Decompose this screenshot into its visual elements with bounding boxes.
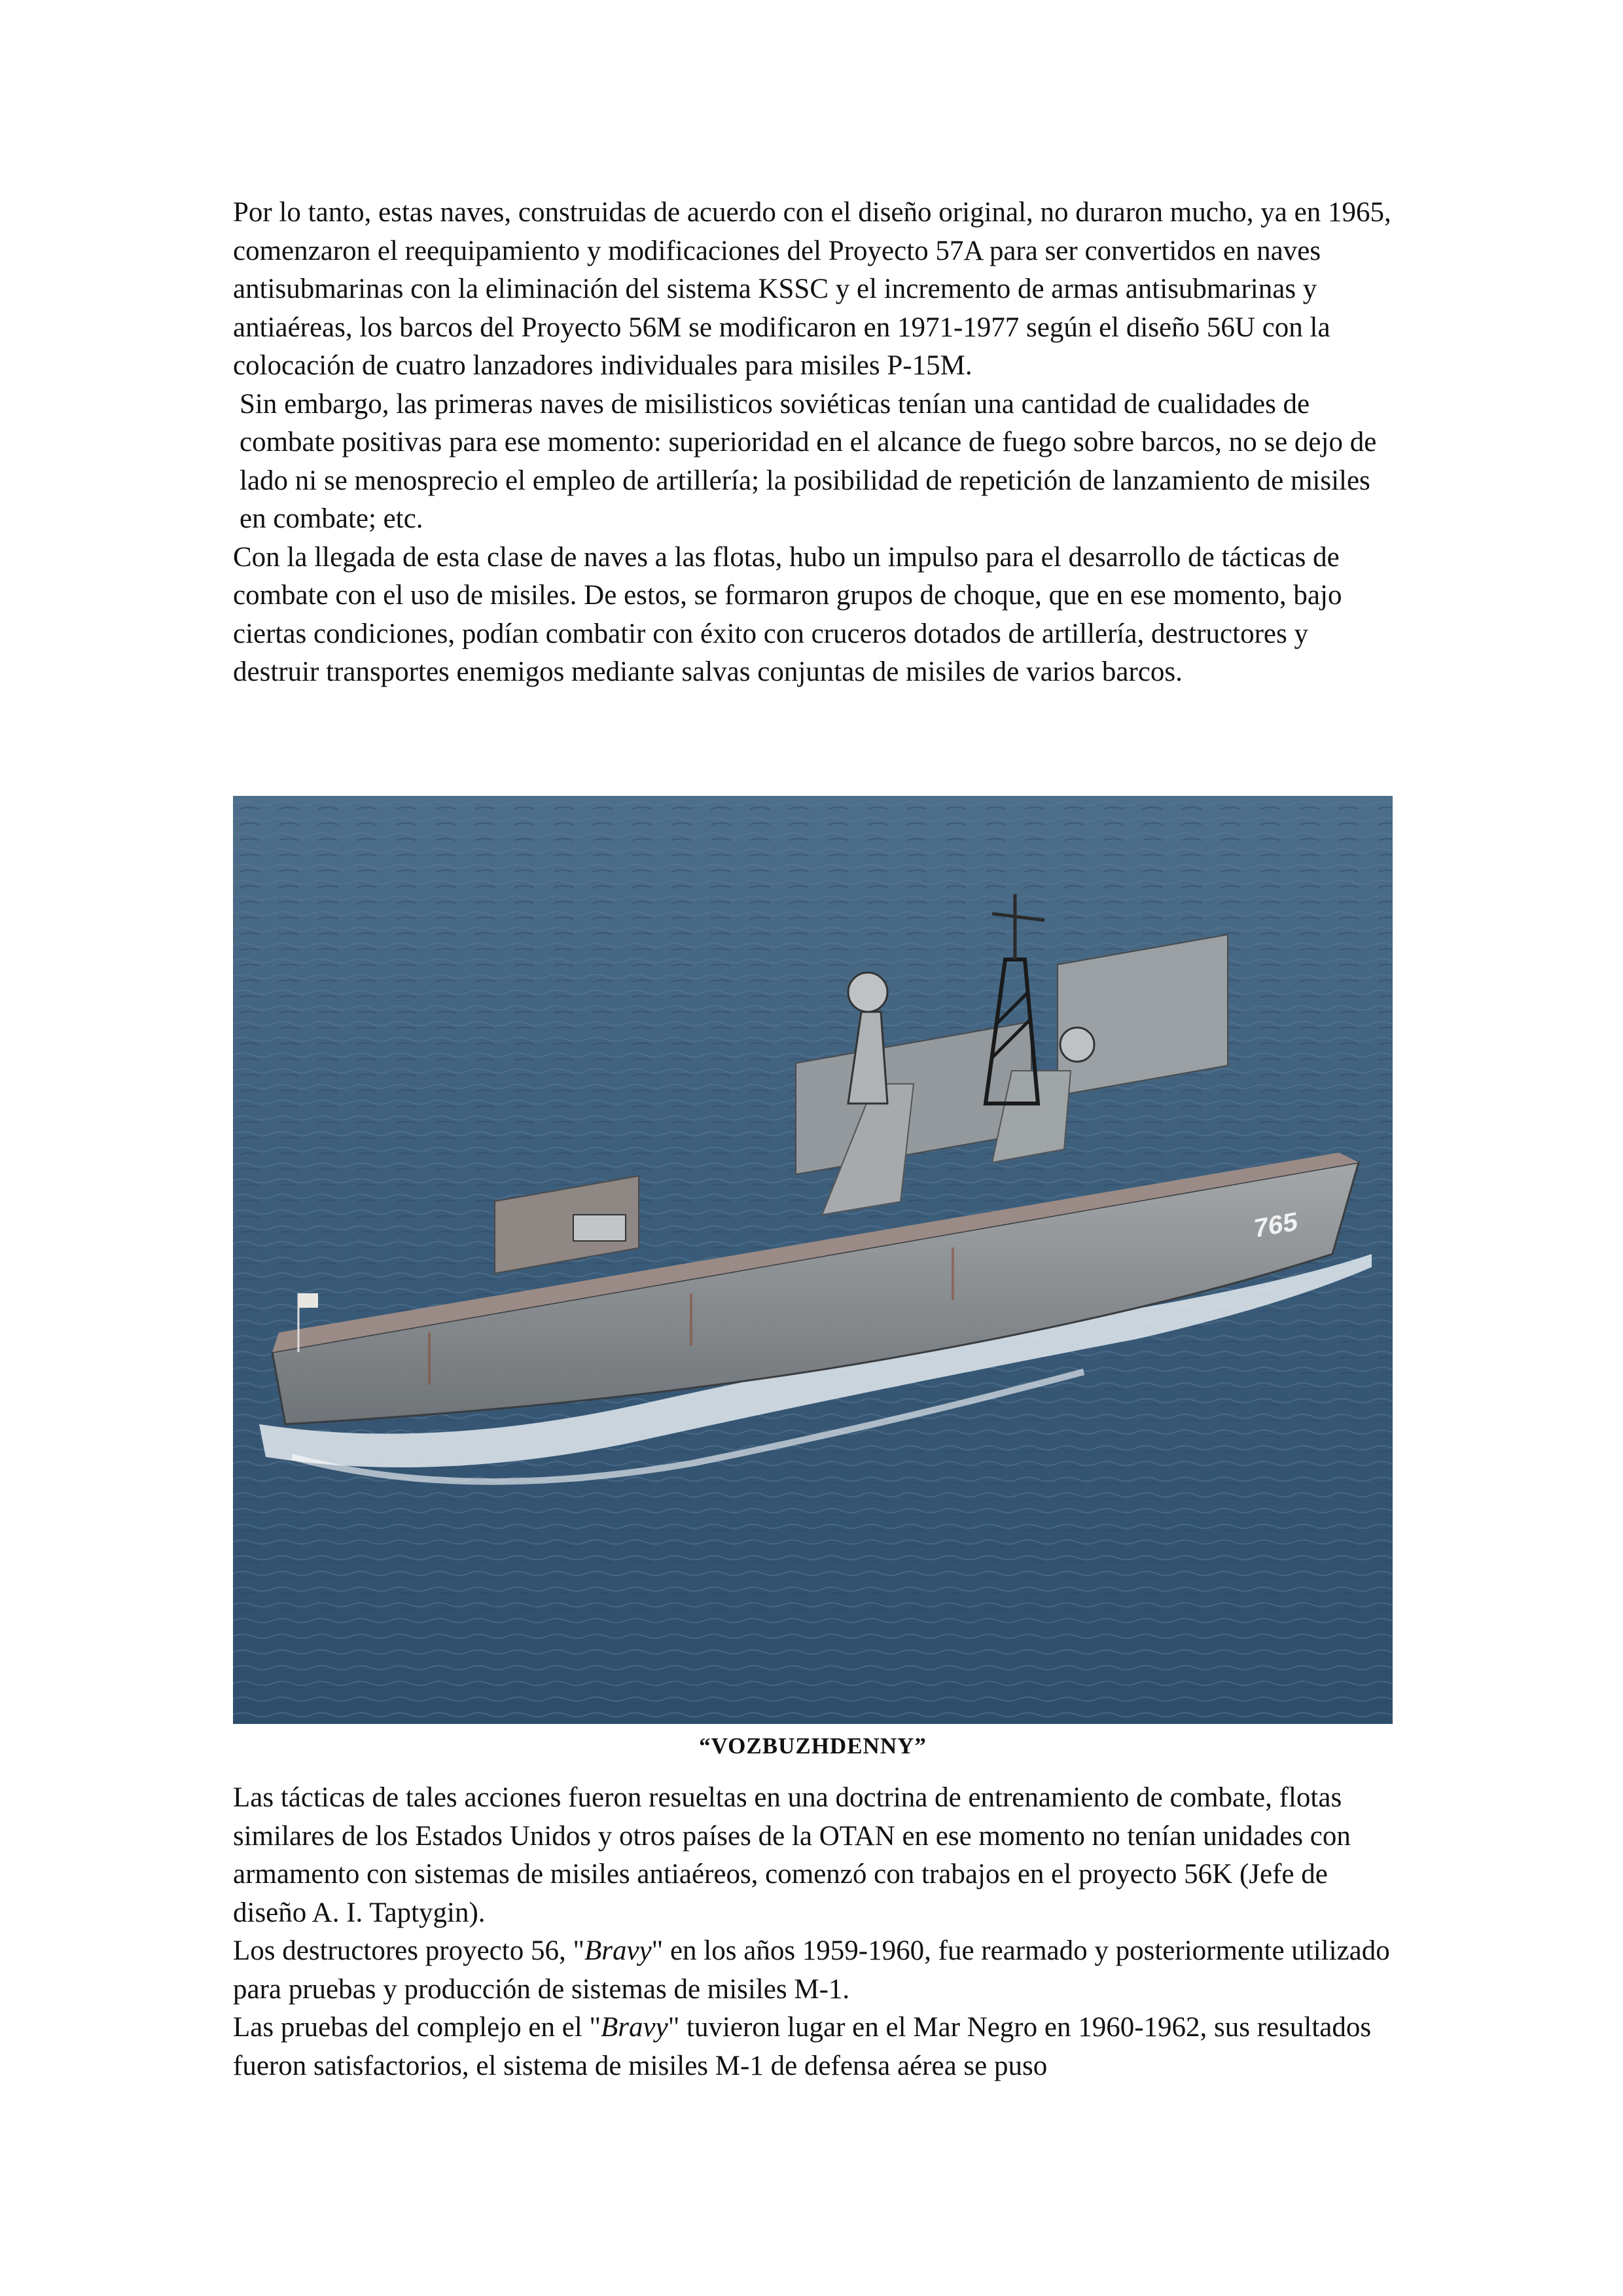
text-run: " en los años 1959-1960, fue rearmado y posteriormente utilizado para pruebas y producción de sistemas de misiles M-1. [233, 1935, 1390, 2005]
text-run: Las pruebas del complejo en el " [233, 2012, 601, 2043]
paragraph-3: Con la llegada de esta clase de naves a las flotas, hubo un impulso para el desarrollo de tácticas de combate con el uso de misiles. De estos, se formaron grupos de choque, que en ese momento, bajo ciertas condiciones, podían combatir con éxito con cruceros dotados de artillería, destructores y destruir transportes enemigos mediante salvas conjuntas de misiles de varios barcos. [233, 541, 1342, 687]
text-run: " tuvieron lugar en el Mar Negro en 1960-1962, sus resultados fueron satisfactorios, el sistema de misiles M-1 de defensa aérea se puso [233, 2012, 1372, 2081]
radar-dish-aft [848, 973, 887, 1012]
ship-name-bravy: Bravy [584, 1935, 652, 1966]
ship-name-bravy: Bravy [601, 2012, 668, 2043]
hull-number: 765 [1254, 1206, 1298, 1244]
body-text-bottom [233, 1779, 1398, 2085]
destroyer-photo [233, 796, 1393, 1724]
photo-caption: “VOZBUZHDENNY” [699, 1733, 927, 1759]
radar-dish-fwd [1060, 1028, 1094, 1062]
missile-launcher [573, 1215, 626, 1241]
body-text-top [233, 194, 1398, 692]
paragraph-2: Sin embargo, las primeras naves de misilisticos soviéticas tenían una cantidad de cualidades de combate positivas para ese momento: superioridad en el alcance de fuego sobre barcos, no se dejo de lado ni se menosprecio el empleo de artillería; la posibilidad de repetición de lanzamiento de misiles en combate; etc. [240, 388, 1377, 534]
text-run: Los destructores proyecto 56, " [233, 1935, 584, 1966]
paragraph-1: Por lo tanto, estas naves, construidas de acuerdo con el diseño original, no duraron mucho, ya en 1965, comenzaron el reequipamiento y modificaciones del Proyecto 57A para ser convertidos en naves antisubmarinas con la eliminación del sistema KSSC y el incremento de armas antisubmarinas y antiaéreas, los barcos del Proyecto 56M se modificaron en 1971-1977 según el diseño 56U con la colocación de cuatro lanzadores individuales para misiles P-15M. [233, 197, 1391, 381]
paragraph-6 [233, 2009, 1398, 2085]
paragraph-4: Las tácticas de tales acciones fueron resueltas en una doctrina de entrenamiento de combate, flotas similares de los Estados Unidos y otros países de la OTAN en ese momento no tenían unidades con armamento con sistemas de misiles antiaéreos, comenzó con trabajos en el proyecto 56K (Jefe de diseño A. I. Taptygin). [233, 1782, 1351, 1928]
stern-flag [298, 1293, 318, 1308]
paragraph-5 [233, 1932, 1398, 2009]
